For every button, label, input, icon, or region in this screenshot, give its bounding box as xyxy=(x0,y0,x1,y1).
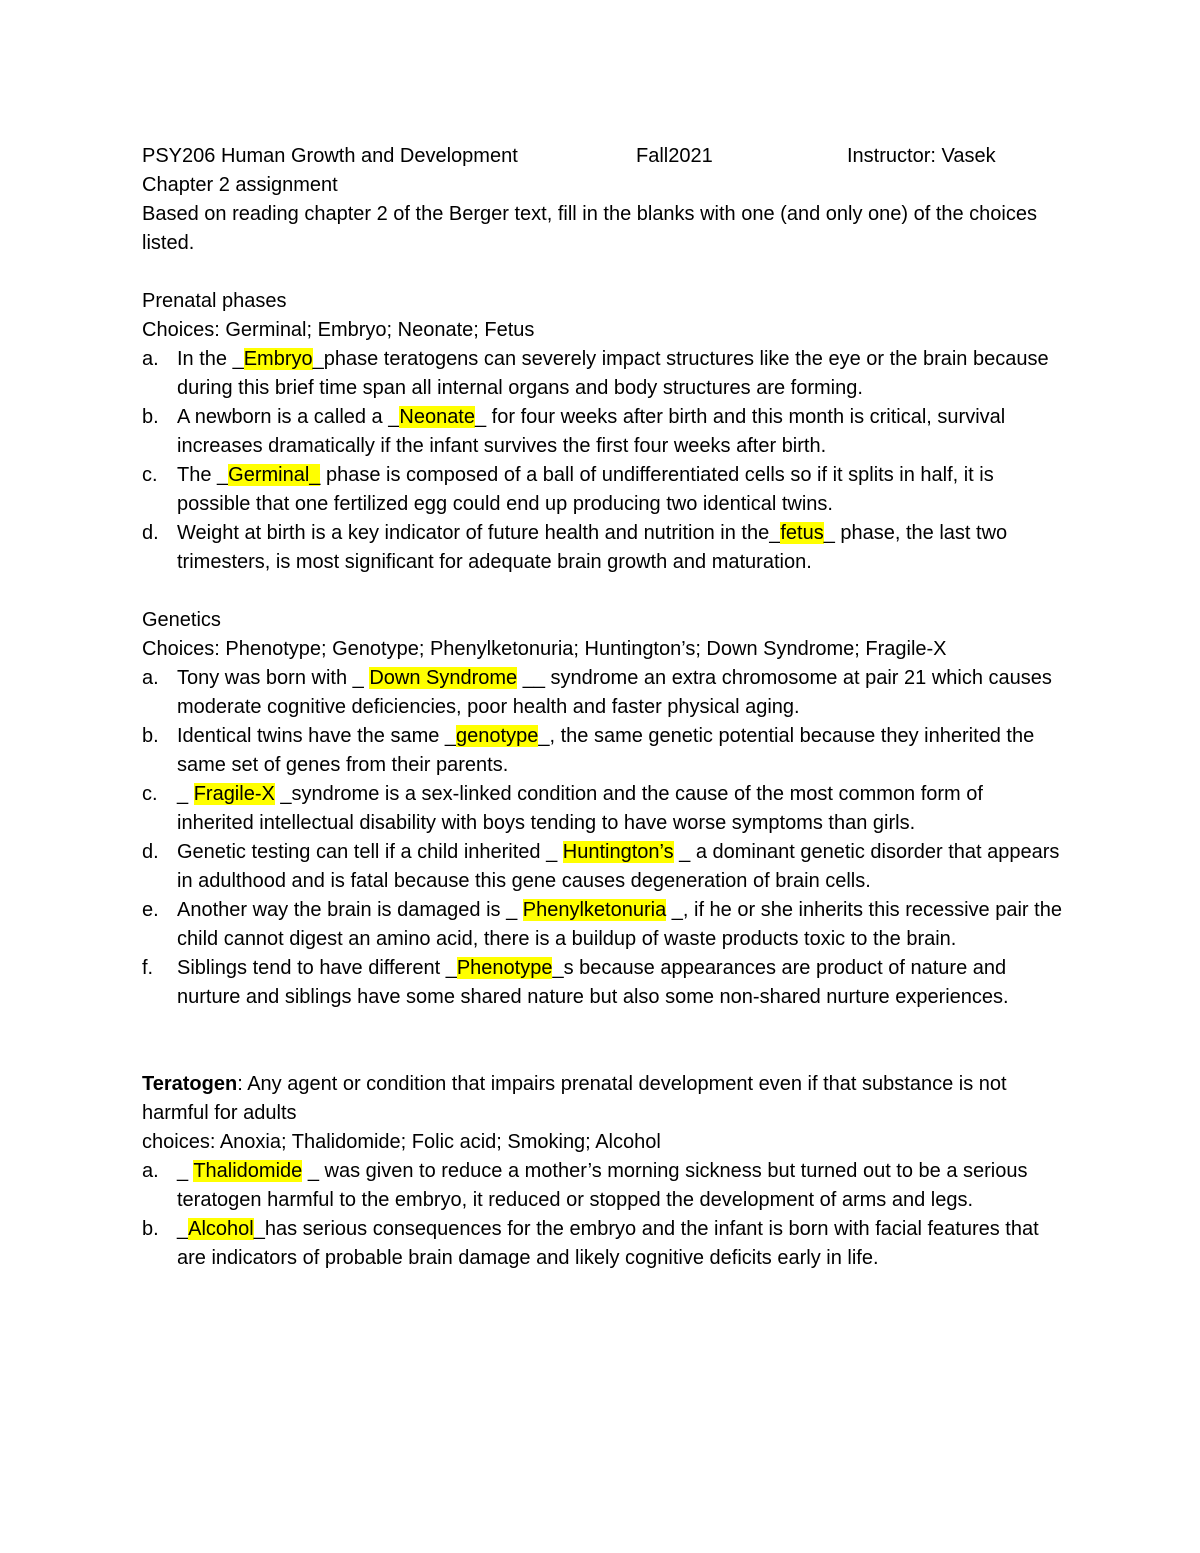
item-marker: d. xyxy=(142,841,159,863)
item-marker: f. xyxy=(142,957,154,979)
question-text-before: Tony was born with _ xyxy=(177,667,370,689)
question-text-before: Weight at birth is a key indicator of future health and nutrition in the_ xyxy=(177,522,781,544)
teratogen-section xyxy=(142,1070,1062,1273)
question-text-before: A newborn is a called a _ xyxy=(177,406,400,428)
question-text-before: Siblings tend to have different _ xyxy=(177,957,457,979)
highlighted-answer: Neonate xyxy=(399,406,475,428)
prenatal-section xyxy=(142,287,1062,577)
question-text-after: _ was given to reduce a mother’s morning sickness but turned out to be a serious teratogen harmful to the embryo, it reduced or stopped the development of arms and legs. xyxy=(177,1160,1028,1211)
item-marker: a. xyxy=(142,667,159,689)
section-heading: Genetics xyxy=(142,609,221,631)
question-item xyxy=(142,896,1062,954)
spacer xyxy=(142,1012,1062,1070)
choices-line: choices: Anoxia; Thalidomide; Folic acid; Smoking; Alcohol xyxy=(142,1131,661,1153)
item-marker: a. xyxy=(142,348,159,370)
highlighted-answer: Thalidomide xyxy=(193,1160,303,1182)
assignment-title: Chapter 2 assignment xyxy=(142,174,338,196)
question-text-before: In the _ xyxy=(177,348,244,370)
term-label: Fall2021 xyxy=(636,145,713,167)
question-text-before: _ xyxy=(177,783,194,805)
question-text-after: _s because appearances are product of nature and nurture and siblings have some shared nature but also some non-shared nurture experiences. xyxy=(177,957,1009,1008)
question-text-after: _, the same genetic potential because they inherited the same set of genes from their parents. xyxy=(177,725,1035,776)
question-item xyxy=(142,838,1062,896)
item-marker: e. xyxy=(142,899,159,921)
question-item xyxy=(142,1157,1062,1215)
item-marker: a. xyxy=(142,1160,159,1182)
question-text-after: __ syndrome an extra chromosome at pair 21 which causes moderate cognitive deficiencies, poor health and faster physical aging. xyxy=(177,667,1052,718)
highlighted-answer: Phenylketonuria xyxy=(522,899,667,921)
question-text-after: _ a dominant genetic disorder that appears in adulthood and is fatal because this gene causes degeneration of brain cells. xyxy=(177,841,1060,892)
question-text-after: phase is composed of a ball of undifferentiated cells so if it splits in half, it is possible that one fertilized egg could end up producing two identical twins. xyxy=(177,464,994,515)
highlighted-answer: Alcohol xyxy=(188,1218,254,1240)
highlighted-answer: Germinal_ xyxy=(228,464,321,486)
question-text-after: _, if he or she inherits this recessive pair the child cannot digest an amino acid, there is a buildup of waste products toxic to the brain. xyxy=(177,899,1062,950)
question-text-after: _ phase, the last two trimesters, is most significant for adequate brain growth and maturation. xyxy=(177,522,1008,573)
highlighted-answer: Down Syndrome xyxy=(369,667,518,689)
question-text-after: _has serious consequences for the embryo and the infant is born with facial features that are indicators of probable brain damage and likely cognitive deficits early in life. xyxy=(177,1218,1039,1269)
question-text-before: Identical twins have the same _ xyxy=(177,725,457,747)
item-marker: d. xyxy=(142,522,159,544)
section-heading: Prenatal phases xyxy=(142,290,287,312)
highlighted-answer: genotype xyxy=(456,725,539,747)
genetics-section xyxy=(142,606,1062,1012)
highlighted-answer: Embryo xyxy=(243,348,313,370)
document-page xyxy=(142,142,1062,1273)
question-item xyxy=(142,461,1062,519)
question-text-before: Another way the brain is damaged is _ xyxy=(177,899,523,921)
question-text-after: _syndrome is a sex-linked condition and the cause of the most common form of inherited intellectual disability with boys tending to have worse symptoms than girls. xyxy=(177,783,983,834)
question-item xyxy=(142,780,1062,838)
teratogen-term: Teratogen xyxy=(142,1073,238,1095)
question-text-before: _ xyxy=(177,1218,189,1240)
highlighted-answer: Fragile-X xyxy=(193,783,275,805)
question-item xyxy=(142,954,1062,1012)
teratogen-definition-line xyxy=(142,1070,1062,1128)
document-header xyxy=(142,142,1062,171)
item-marker: b. xyxy=(142,725,159,747)
question-text-before: Genetic testing can tell if a child inherited _ xyxy=(177,841,563,863)
question-item xyxy=(142,664,1062,722)
item-marker: b. xyxy=(142,1218,159,1240)
question-item xyxy=(142,722,1062,780)
spacer xyxy=(142,577,1062,606)
question-text-before: _ xyxy=(177,1160,194,1182)
highlighted-answer: fetus xyxy=(780,522,824,544)
question-item xyxy=(142,1215,1062,1273)
item-marker: c. xyxy=(142,783,158,805)
question-text-before: The _ xyxy=(177,464,229,486)
question-item xyxy=(142,519,1062,577)
choices-line: Choices: Germinal; Embryo; Neonate; Fetus xyxy=(142,319,535,341)
course-title: PSY206 Human Growth and Development xyxy=(142,145,518,167)
question-item xyxy=(142,345,1062,403)
item-marker: b. xyxy=(142,406,159,428)
question-item xyxy=(142,403,1062,461)
teratogen-definition: : Any agent or condition that impairs prenatal development even if that substance is not harmful for adults xyxy=(142,1073,1007,1124)
item-marker: c. xyxy=(142,464,158,486)
question-text-after: _ for four weeks after birth and this month is critical, survival increases dramatically if the infant survives the first four weeks after birth. xyxy=(177,406,1006,457)
spacer xyxy=(142,258,1062,287)
choices-line: Choices: Phenotype; Genotype; Phenylketonuria; Huntington’s; Down Syndrome; Fragile-X xyxy=(142,638,947,660)
highlighted-answer: Huntington’s xyxy=(562,841,674,863)
instructor-label: Instructor: Vasek xyxy=(847,145,996,167)
instructions-text: Based on reading chapter 2 of the Berger text, fill in the blanks with one (and only one) of the choices listed. xyxy=(142,203,1037,254)
question-text-after: _phase teratogens can severely impact structures like the eye or the brain because during this brief time span all internal organs and body structures are forming. xyxy=(177,348,1049,399)
highlighted-answer: Phenotype xyxy=(456,957,553,979)
